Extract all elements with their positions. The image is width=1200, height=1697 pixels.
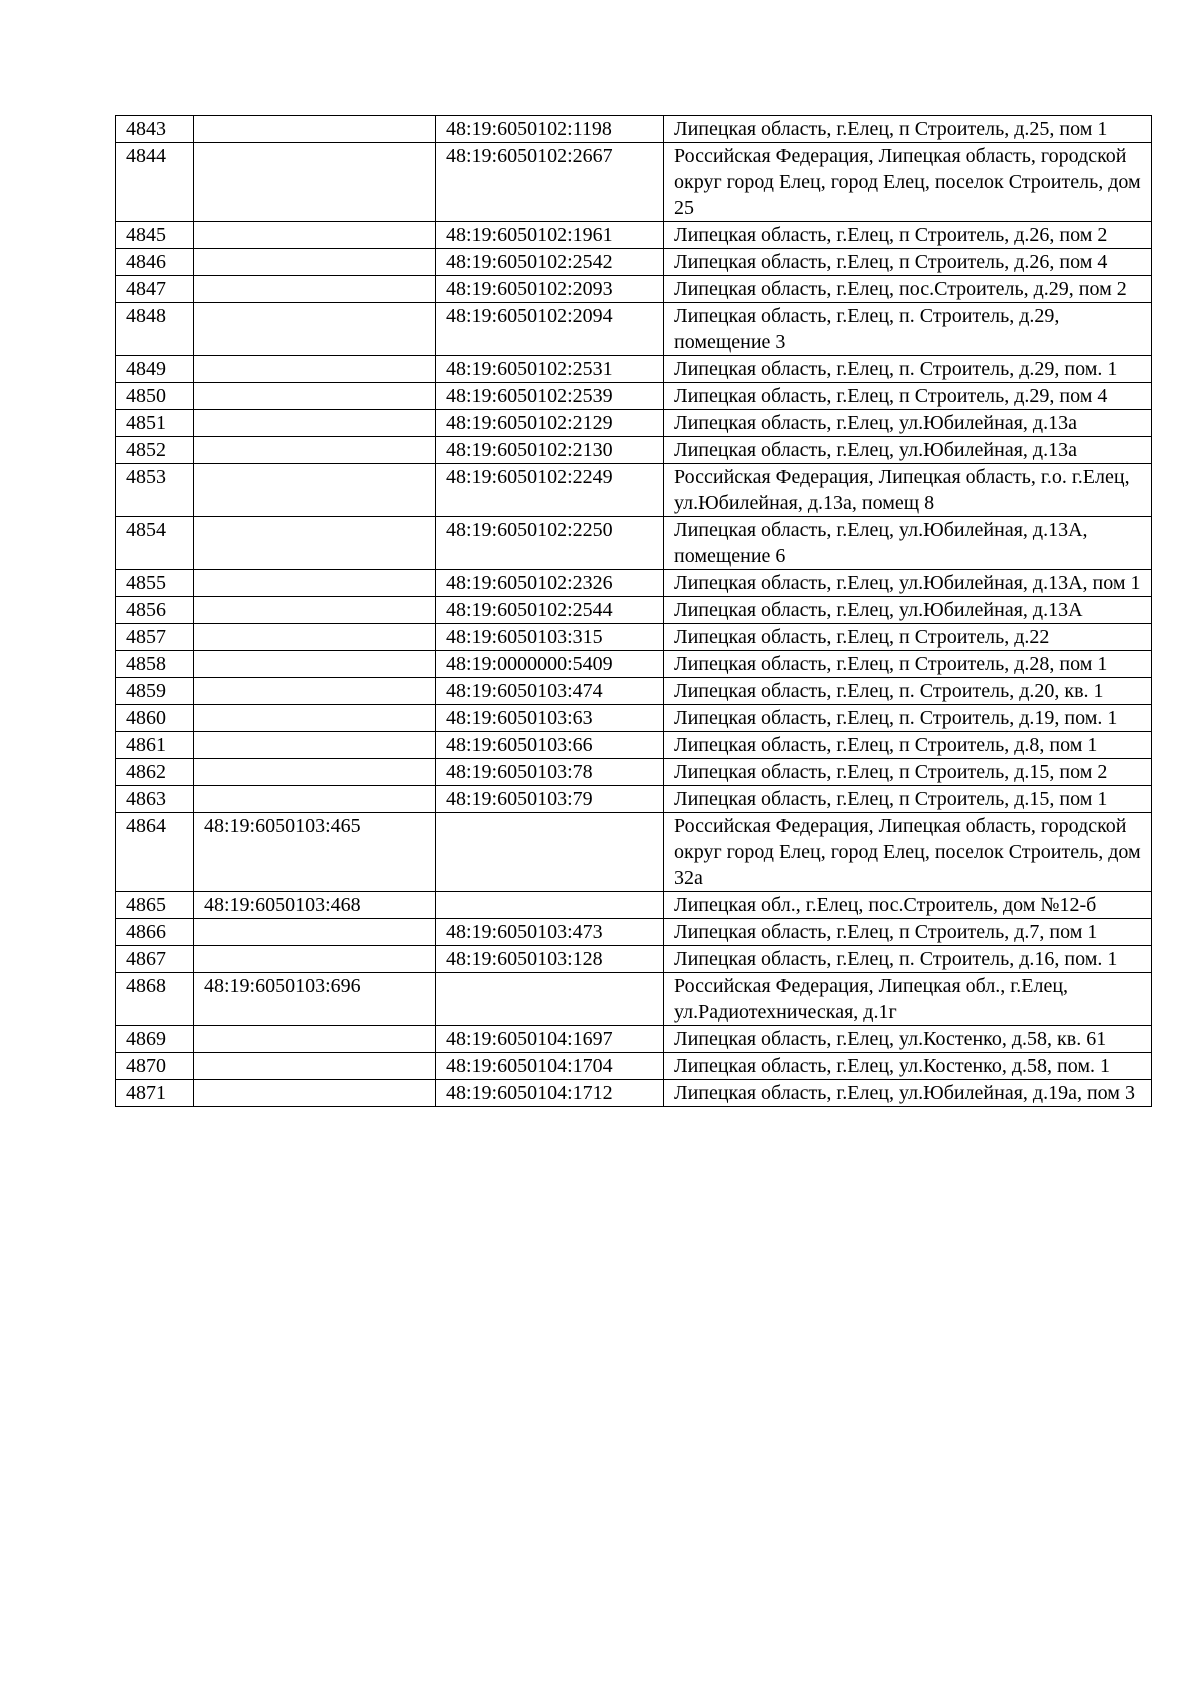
address-cell: Липецкая область, г.Елец, ул.Юбилейная, д.13А, помещение 6 — [664, 517, 1152, 570]
cadastral-number-cell — [194, 222, 436, 249]
row-number-cell: 4858 — [116, 651, 194, 678]
row-number-cell: 4859 — [116, 678, 194, 705]
row-number-cell: 4861 — [116, 732, 194, 759]
row-number-cell: 4845 — [116, 222, 194, 249]
object-cadastral-number-cell: 48:19:6050102:2542 — [436, 249, 664, 276]
object-cadastral-number-cell: 48:19:6050104:1712 — [436, 1080, 664, 1107]
object-cadastral-number-cell: 48:19:6050103:128 — [436, 946, 664, 973]
table-row — [116, 517, 1152, 570]
cadastral-number-cell — [194, 570, 436, 597]
cadastral-number-cell — [194, 786, 436, 813]
cadastral-number-cell — [194, 597, 436, 624]
cadastral-number-cell: 48:19:6050103:465 — [194, 813, 436, 892]
row-number-cell: 4852 — [116, 437, 194, 464]
row-number-cell: 4869 — [116, 1026, 194, 1053]
row-number-cell: 4847 — [116, 276, 194, 303]
table-row — [116, 973, 1152, 1026]
row-number-cell: 4846 — [116, 249, 194, 276]
table-row — [116, 1080, 1152, 1107]
address-cell: Липецкая область, г.Елец, п Строитель, д.8, пом 1 — [664, 732, 1152, 759]
cadastral-number-cell — [194, 303, 436, 356]
object-cadastral-number-cell: 48:19:6050103:78 — [436, 759, 664, 786]
object-cadastral-number-cell: 48:19:6050102:2667 — [436, 143, 664, 222]
object-cadastral-number-cell: 48:19:6050104:1697 — [436, 1026, 664, 1053]
table-row — [116, 570, 1152, 597]
object-cadastral-number-cell: 48:19:6050102:2249 — [436, 464, 664, 517]
table-row — [116, 437, 1152, 464]
table-row — [116, 303, 1152, 356]
object-cadastral-number-cell: 48:19:6050102:2531 — [436, 356, 664, 383]
object-cadastral-number-cell: 48:19:6050103:63 — [436, 705, 664, 732]
table-row — [116, 705, 1152, 732]
row-number-cell: 4866 — [116, 919, 194, 946]
cadastral-number-cell: 48:19:6050103:696 — [194, 973, 436, 1026]
row-number-cell: 4855 — [116, 570, 194, 597]
table-row — [116, 222, 1152, 249]
table-row — [116, 249, 1152, 276]
table-row — [116, 1053, 1152, 1080]
table-row — [116, 276, 1152, 303]
object-cadastral-number-cell — [436, 973, 664, 1026]
table-row — [116, 946, 1152, 973]
cadastral-number-cell — [194, 437, 436, 464]
address-cell: Липецкая область, г.Елец, ул.Юбилейная, д.13А — [664, 597, 1152, 624]
row-number-cell: 4868 — [116, 973, 194, 1026]
address-cell: Липецкая область, г.Елец, п. Строитель, д.29, пом. 1 — [664, 356, 1152, 383]
address-cell: Липецкая обл., г.Елец, пос.Строитель, дом №12-б — [664, 892, 1152, 919]
object-cadastral-number-cell: 48:19:6050102:2093 — [436, 276, 664, 303]
row-number-cell: 4849 — [116, 356, 194, 383]
address-cell: Липецкая область, г.Елец, п. Строитель, д.19, пом. 1 — [664, 705, 1152, 732]
address-cell: Липецкая область, г.Елец, ул.Костенко, д.58, кв. 61 — [664, 1026, 1152, 1053]
table-row — [116, 813, 1152, 892]
table-row — [116, 919, 1152, 946]
cadastral-number-cell — [194, 356, 436, 383]
table-row — [116, 732, 1152, 759]
row-number-cell: 4867 — [116, 946, 194, 973]
table-row — [116, 410, 1152, 437]
address-cell: Липецкая область, г.Елец, п. Строитель, д.29, помещение 3 — [664, 303, 1152, 356]
cadastral-number-cell — [194, 1053, 436, 1080]
table-row — [116, 356, 1152, 383]
address-cell: Липецкая область, г.Елец, пос.Строитель, д.29, пом 2 — [664, 276, 1152, 303]
cadastral-number-cell — [194, 919, 436, 946]
object-cadastral-number-cell: 48:19:6050102:2094 — [436, 303, 664, 356]
cadastral-number-cell — [194, 143, 436, 222]
row-number-cell: 4870 — [116, 1053, 194, 1080]
address-cell: Российская Федерация, Липецкая область, городской округ город Елец, город Елец, поселок Строитель, дом 25 — [664, 143, 1152, 222]
row-number-cell: 4856 — [116, 597, 194, 624]
row-number-cell: 4862 — [116, 759, 194, 786]
address-cell: Липецкая область, г.Елец, ул.Юбилейная, д.13а — [664, 437, 1152, 464]
table-body — [116, 116, 1152, 1107]
object-cadastral-number-cell: 48:19:6050102:2544 — [436, 597, 664, 624]
cadastral-number-cell — [194, 1026, 436, 1053]
cadastral-number-cell — [194, 946, 436, 973]
object-cadastral-number-cell: 48:19:6050102:2539 — [436, 383, 664, 410]
address-cell: Липецкая область, г.Елец, п. Строитель, д.16, пом. 1 — [664, 946, 1152, 973]
address-cell: Российская Федерация, Липецкая область, г.о. г.Елец, ул.Юбилейная, д.13а, помещ 8 — [664, 464, 1152, 517]
address-cell: Российская Федерация, Липецкая область, городской округ город Елец, город Елец, поселок Строитель, дом 32а — [664, 813, 1152, 892]
object-cadastral-number-cell: 48:19:6050102:2129 — [436, 410, 664, 437]
table-row — [116, 143, 1152, 222]
address-cell: Липецкая область, г.Елец, п Строитель, д.7, пом 1 — [664, 919, 1152, 946]
row-number-cell: 4865 — [116, 892, 194, 919]
object-cadastral-number-cell: 48:19:6050102:1198 — [436, 116, 664, 143]
object-cadastral-number-cell: 48:19:6050103:79 — [436, 786, 664, 813]
address-cell: Липецкая область, г.Елец, ул.Юбилейная, д.13А, пом 1 — [664, 570, 1152, 597]
object-cadastral-number-cell — [436, 813, 664, 892]
address-cell: Липецкая область, г.Елец, п Строитель, д.29, пом 4 — [664, 383, 1152, 410]
table-row — [116, 597, 1152, 624]
cadastral-number-cell — [194, 624, 436, 651]
object-cadastral-number-cell: 48:19:6050102:2250 — [436, 517, 664, 570]
cadastral-number-cell — [194, 705, 436, 732]
cadastral-number-cell: 48:19:6050103:468 — [194, 892, 436, 919]
row-number-cell: 4850 — [116, 383, 194, 410]
cadastral-number-cell — [194, 276, 436, 303]
table-row — [116, 678, 1152, 705]
address-cell: Липецкая область, г.Елец, п Строитель, д.22 — [664, 624, 1152, 651]
cadastral-number-cell — [194, 116, 436, 143]
object-cadastral-number-cell: 48:19:0000000:5409 — [436, 651, 664, 678]
address-cell: Липецкая область, г.Елец, п Строитель, д.26, пом 2 — [664, 222, 1152, 249]
table-row — [116, 383, 1152, 410]
address-cell: Липецкая область, г.Елец, п Строитель, д.15, пом 1 — [664, 786, 1152, 813]
address-cell: Липецкая область, г.Елец, ул.Юбилейная, д.13а — [664, 410, 1152, 437]
table-row — [116, 464, 1152, 517]
address-cell: Липецкая область, г.Елец, ул.Юбилейная, д.19а, пом 3 — [664, 1080, 1152, 1107]
row-number-cell: 4860 — [116, 705, 194, 732]
cadastral-number-cell — [194, 517, 436, 570]
row-number-cell: 4843 — [116, 116, 194, 143]
row-number-cell: 4871 — [116, 1080, 194, 1107]
object-cadastral-number-cell: 48:19:6050102:2326 — [436, 570, 664, 597]
object-cadastral-number-cell: 48:19:6050103:474 — [436, 678, 664, 705]
row-number-cell: 4844 — [116, 143, 194, 222]
cadastral-number-cell — [194, 464, 436, 517]
table-row — [116, 1026, 1152, 1053]
row-number-cell: 4851 — [116, 410, 194, 437]
address-cell: Российская Федерация, Липецкая обл., г.Елец, ул.Радиотехническая, д.1г — [664, 973, 1152, 1026]
table-row — [116, 624, 1152, 651]
object-cadastral-number-cell: 48:19:6050103:66 — [436, 732, 664, 759]
object-cadastral-number-cell: 48:19:6050104:1704 — [436, 1053, 664, 1080]
object-cadastral-number-cell: 48:19:6050103:473 — [436, 919, 664, 946]
object-cadastral-number-cell: 48:19:6050103:315 — [436, 624, 664, 651]
address-cell: Липецкая область, г.Елец, ул.Костенко, д.58, пом. 1 — [664, 1053, 1152, 1080]
address-cell: Липецкая область, г.Елец, п Строитель, д.25, пом 1 — [664, 116, 1152, 143]
cadastral-number-cell — [194, 732, 436, 759]
cadastral-number-cell — [194, 651, 436, 678]
object-cadastral-number-cell — [436, 892, 664, 919]
row-number-cell: 4857 — [116, 624, 194, 651]
cadastral-table — [115, 115, 1152, 1107]
cadastral-number-cell — [194, 410, 436, 437]
row-number-cell: 4864 — [116, 813, 194, 892]
table-row — [116, 892, 1152, 919]
table-row — [116, 759, 1152, 786]
cadastral-number-cell — [194, 678, 436, 705]
table-row — [116, 116, 1152, 143]
address-cell: Липецкая область, г.Елец, п Строитель, д.15, пом 2 — [664, 759, 1152, 786]
object-cadastral-number-cell: 48:19:6050102:2130 — [436, 437, 664, 464]
row-number-cell: 4863 — [116, 786, 194, 813]
cadastral-number-cell — [194, 249, 436, 276]
row-number-cell: 4853 — [116, 464, 194, 517]
address-cell: Липецкая область, г.Елец, п. Строитель, д.20, кв. 1 — [664, 678, 1152, 705]
row-number-cell: 4848 — [116, 303, 194, 356]
row-number-cell: 4854 — [116, 517, 194, 570]
cadastral-number-cell — [194, 759, 436, 786]
address-cell: Липецкая область, г.Елец, п Строитель, д.26, пом 4 — [664, 249, 1152, 276]
object-cadastral-number-cell: 48:19:6050102:1961 — [436, 222, 664, 249]
cadastral-number-cell — [194, 1080, 436, 1107]
table-row — [116, 786, 1152, 813]
table-row — [116, 651, 1152, 678]
address-cell: Липецкая область, г.Елец, п Строитель, д.28, пом 1 — [664, 651, 1152, 678]
cadastral-number-cell — [194, 383, 436, 410]
